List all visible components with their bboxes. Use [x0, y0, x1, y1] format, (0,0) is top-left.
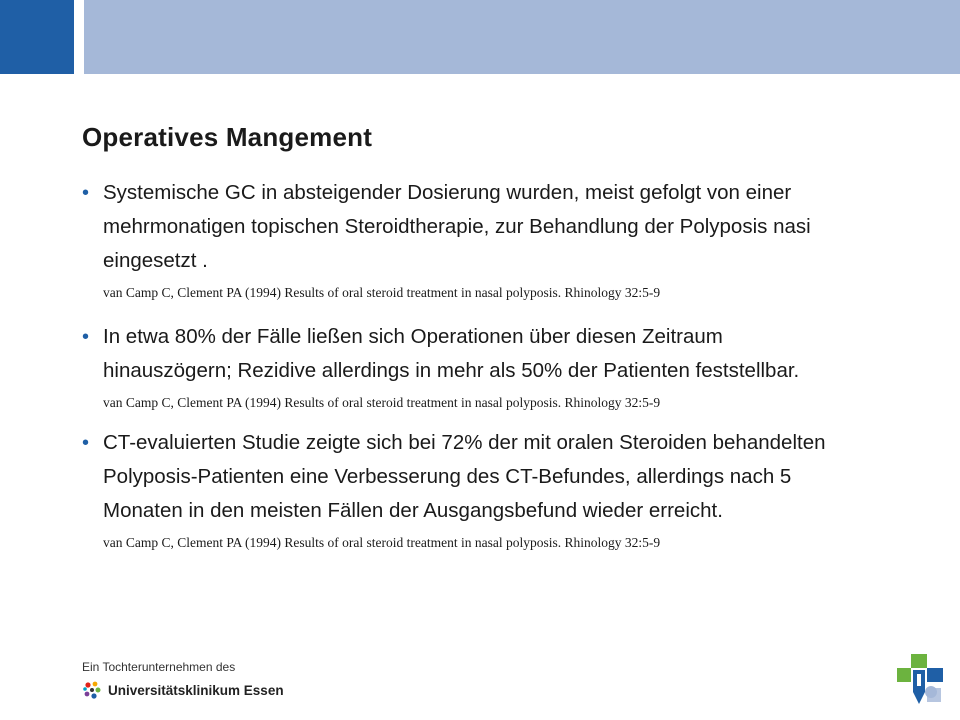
- bullet-text: CT-evaluierten Studie zeigte sich bei 72% der mit oralen Steroiden behandelten Polyposis-Patienten eine Verbesserung des CT-Befundes, allerdings nach 5 Monaten in den meisten Fällen der Ausgangsbefund wieder erreicht.: [103, 431, 826, 522]
- bullet-item: [82, 426, 842, 552]
- bullet-icon: •: [82, 432, 90, 454]
- slide-title: Operatives Mangement: [82, 122, 373, 152]
- footer-org-name: Universitätsklinikum Essen: [108, 682, 284, 698]
- citation: van Camp C, Clement PA (1994) Results of oral steroid treatment in nasal polyposis. Rhinology 32:5-9: [103, 285, 661, 300]
- bullet-item: [82, 176, 842, 302]
- footer-logo: [82, 680, 284, 700]
- header-band-light: [84, 0, 960, 74]
- header-block-dark: [0, 0, 74, 74]
- footer-subsidiary-text: Ein Tochterunternehmen des: [82, 660, 236, 674]
- bullet-text: Systemische GC in absteigender Dosierung wurden, meist gefolgt von einer mehrmonatigen topischen Steroidtherapie, zur Behandlung der Polyposis nasi eingesetzt .: [103, 181, 811, 272]
- bullet-icon: •: [82, 326, 90, 348]
- bullet-icon: •: [82, 182, 90, 204]
- bullet-item: [82, 320, 842, 412]
- citation: van Camp C, Clement PA (1994) Results of oral steroid treatment in nasal polyposis. Rhinology 32:5-9: [103, 535, 661, 550]
- university-logo-icon: [82, 680, 102, 700]
- hospital-cross-logo-icon: [895, 652, 945, 708]
- bullet-list: [82, 176, 842, 552]
- citation: van Camp C, Clement PA (1994) Results of oral steroid treatment in nasal polyposis. Rhinology 32:5-9: [103, 395, 661, 410]
- bullet-text: In etwa 80% der Fälle ließen sich Operationen über diesen Zeitraum hinauszögern; Rezidive allerdings in mehr als 50% der Patienten feststellbar.: [103, 325, 800, 382]
